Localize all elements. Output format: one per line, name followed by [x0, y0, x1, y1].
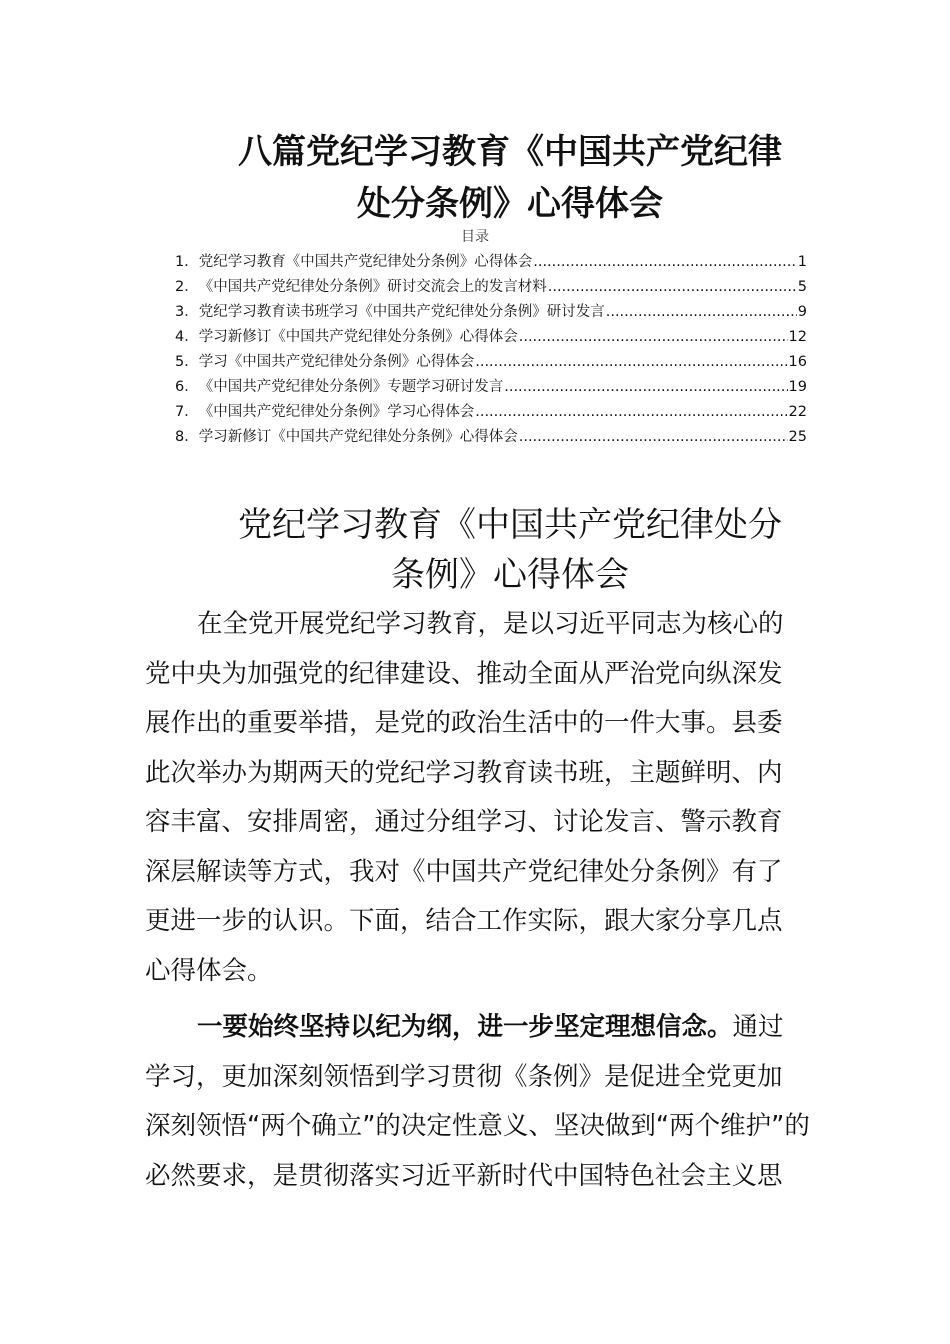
toc-leader-dots [533, 250, 797, 275]
body-line: 此次举办为期两天的党纪学习教育读书班，主题鲜明、内 [145, 757, 783, 788]
body-line-rest: 通过 [732, 1012, 784, 1042]
toc-entry-7[interactable] [175, 400, 807, 425]
body-line: 更进一步的认识。下面，结合工作实际，跟大家分享几点 [145, 906, 783, 936]
toc-entry-number: 7． [175, 404, 199, 420]
body-line: 展作出的重要举措，是党的政治生活中的一件大事。县委 [145, 708, 783, 738]
toc-leader-dots [519, 325, 788, 350]
document-title-line: 八篇党纪学习教育《中国共产党纪律 [238, 132, 782, 172]
article-title-line: 条例》心得体会 [391, 555, 629, 595]
toc-entry-page: 9 [797, 304, 807, 320]
toc-entry-number: 2． [175, 279, 199, 295]
toc-entry-text: 《中国共产党纪律处分条例》专题学习研讨发言 [198, 379, 504, 395]
toc-entry-page: 1 [797, 254, 807, 270]
article-title [140, 500, 880, 600]
toc-entry-6[interactable] [175, 375, 807, 400]
toc-entry-text: 《中国共产党纪律处分条例》学习心得体会 [198, 404, 475, 420]
body-line: 学习，更加深刻领悟到学习贯彻《条例》是促进全党更加 [145, 1061, 783, 1092]
toc-entry-1[interactable] [175, 250, 807, 275]
body-line [145, 1003, 811, 1053]
toc-entry-page: 22 [788, 404, 807, 420]
body-line: 深刻领悟“两个确立”的决定性意义、坚决做到“两个维护”的 [145, 1111, 810, 1141]
document-title [140, 126, 880, 230]
body-line: 容丰富、安排周密，通过分组学习、讨论发言、警示教育 [145, 807, 783, 837]
body-line: 心得体会。 [145, 955, 273, 986]
toc-entry-4[interactable] [175, 325, 807, 350]
toc-entry-5[interactable] [175, 350, 807, 375]
toc-entry-text: 学习新修订《中国共产党纪律处分条例》心得体会 [198, 429, 518, 445]
toc-leader-dots [504, 375, 787, 400]
article-title-line: 党纪学习教育《中国共产党纪律处分 [238, 505, 782, 545]
body-line: 党中央为加强党的纪律建设、推动全面从严治党向纵深发 [145, 658, 783, 689]
toc-leader-dots [519, 425, 788, 450]
toc-entry-text: 《中国共产党纪律处分条例》研讨交流会上的发言材料 [198, 279, 547, 295]
toc-entry-page: 16 [788, 354, 807, 370]
toc-entry-number: 5． [175, 354, 199, 370]
toc-leader-dots [548, 275, 797, 300]
article-body [145, 600, 811, 1201]
toc-entry-number: 1． [175, 254, 199, 270]
body-line: 必然要求，是贯彻落实习近平新时代中国特色社会主义思 [145, 1160, 783, 1191]
paragraph-gap [145, 996, 811, 1003]
document-title-line: 处分条例》心得体会 [357, 184, 663, 224]
toc-leader-dots [475, 400, 787, 425]
toc-leader-dots [606, 300, 797, 325]
toc-entry-number: 4． [175, 329, 199, 345]
toc-entry-number: 6． [175, 379, 199, 395]
paragraph-lead-sentence: 一要始终坚持以纪为纲，进一步坚定理想信念。 [197, 1012, 733, 1042]
toc-heading: 目录 [461, 229, 489, 245]
toc-entry-page: 25 [788, 429, 807, 445]
table-of-contents [175, 250, 807, 450]
toc-entry-number: 3． [175, 304, 199, 320]
toc-entry-2[interactable] [175, 275, 807, 300]
body-line: 在全党开展党纪学习教育，是以习近平同志为核心的 [197, 609, 784, 639]
toc-entry-text: 学习《中国共产党纪律处分条例》心得体会 [198, 354, 475, 370]
toc-entry-number: 8． [175, 429, 199, 445]
toc-entry-3[interactable] [175, 300, 807, 325]
toc-entry-page: 5 [797, 279, 807, 295]
toc-entry-text: 党纪学习教育《中国共产党纪律处分条例》心得体会 [198, 254, 533, 270]
toc-entry-8[interactable] [175, 425, 807, 450]
toc-entry-page: 12 [788, 329, 807, 345]
toc-entry-text: 学习新修订《中国共产党纪律处分条例》心得体会 [198, 329, 518, 345]
toc-entry-text: 党纪学习教育读书班学习《中国共产党纪律处分条例》研讨发言 [198, 304, 605, 320]
toc-leader-dots [475, 350, 787, 375]
toc-entry-page: 19 [788, 379, 807, 395]
body-line: 深层解读等方式，我对《中国共产党纪律处分条例》有了 [145, 856, 783, 887]
